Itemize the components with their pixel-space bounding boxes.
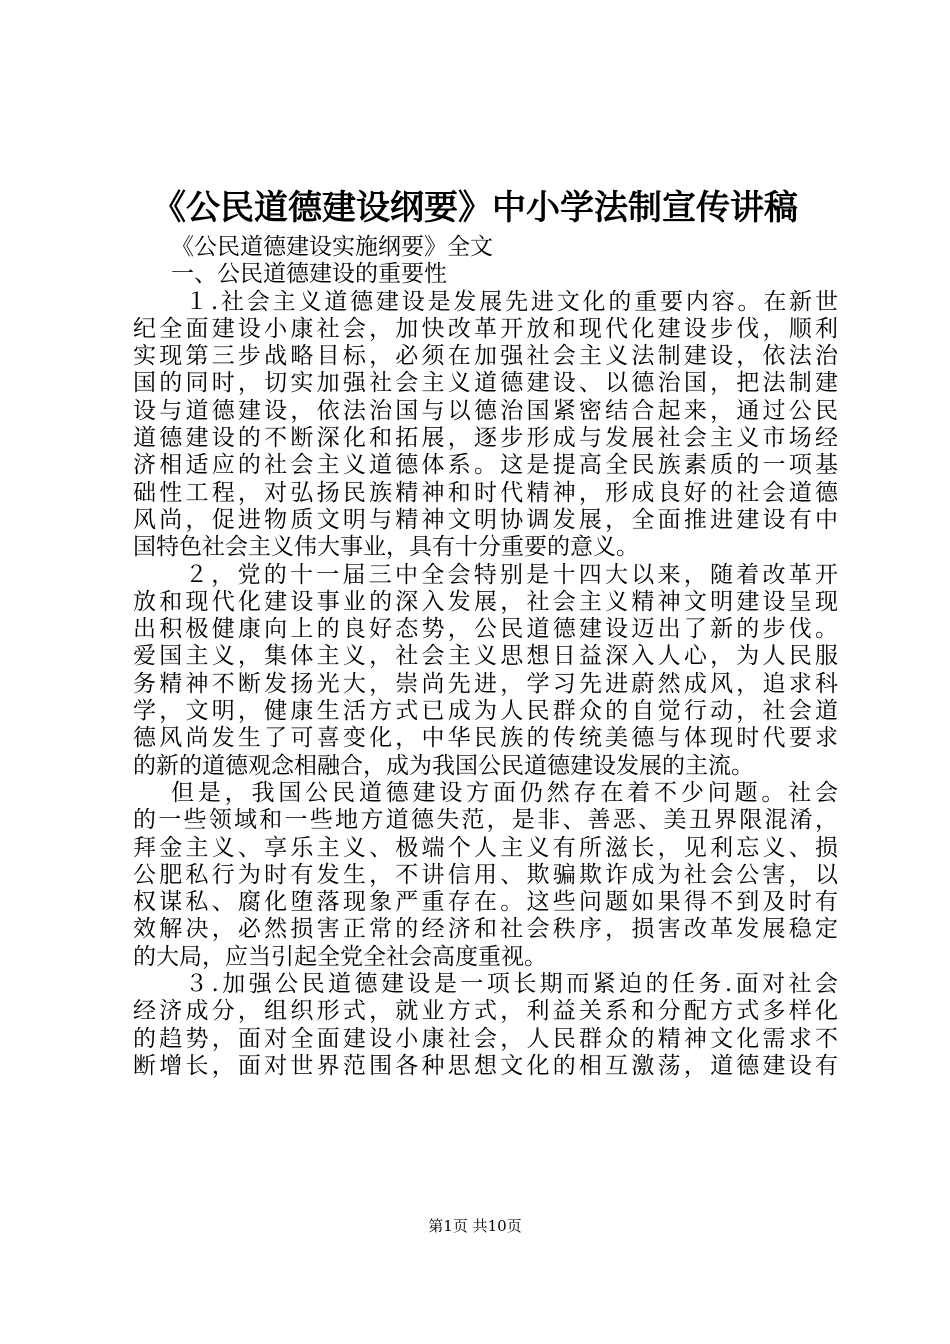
- body-line: 实现第三步战略目标，必须在加强社会主义法制建设，依法治: [133, 343, 838, 370]
- body-line: 但是，我国公民道德建设方面仍然存在着不少问题。社会: [171, 779, 838, 806]
- body-line: 的新的道德观念相融合，成为我国公民道德建设发展的主流。: [133, 752, 754, 779]
- body-line: ３.加强公民道德建设是一项长期而紧迫的任务.面对社会: [185, 971, 838, 998]
- body-line: 公肥私行为时有发生，不讲信用、欺骗欺诈成为社会公害，以: [133, 861, 838, 888]
- body-line: １.社会主义道德建设是发展先进文化的重要内容。在新世: [185, 288, 838, 315]
- body-line: 纪全面建设小康社会，加快改革开放和现代化建设步伐，顺利: [133, 315, 838, 342]
- body-line: 的趋势，面对全面建设小康社会，人民群众的精神文化需求不: [133, 1025, 838, 1052]
- page-footer: 第1页 共10页: [428, 1217, 522, 1235]
- body-line: 德风尚发生了可喜变化，中华民族的传统美德与体现时代要求: [133, 725, 838, 752]
- body-line: 的一些领域和一些地方道德失范，是非、善恶、美丑界限混淆，: [133, 807, 838, 834]
- body-line: 断增长，面对世界范围各种思想文化的相互激荡，道德建设有: [133, 1052, 838, 1079]
- body-line: ２，党的十一届三中全会特别是十四大以来，随着改革开: [185, 561, 838, 588]
- body-line: 务精神不断发扬光大，崇尚先进，学习先进蔚然成风，追求科: [133, 670, 838, 697]
- body-line: 爱国主义，集体主义，社会主义思想日益深入人心，为人民服: [133, 643, 838, 670]
- body-line: 济相适应的社会主义道德体系。这是提高全民族素质的一项基: [133, 452, 838, 479]
- body-line: 效解决，必然损害正常的经济和社会秩序，损害改革发展稳定: [133, 916, 838, 943]
- body-line: 权谋私、腐化堕落现象严重存在。这些问题如果得不到及时有: [133, 889, 838, 916]
- body-line: 出积极健康向上的良好态势，公民道德建设迈出了新的步伐。: [133, 616, 838, 643]
- body-line: 国特色社会主义伟大事业，具有十分重要的意义。: [133, 534, 639, 561]
- body-line: 道德建设的不断深化和拓展，逐步形成与发展社会主义市场经: [133, 425, 838, 452]
- body-line: 经济成分，组织形式，就业方式，利益关系和分配方式多样化: [133, 998, 838, 1025]
- body-line: 国的同时，切实加强社会主义道德建设、以德治国，把法制建: [133, 370, 838, 397]
- body-line: 的大局，应当引起全党全社会高度重视。: [133, 943, 547, 970]
- document-title: 《公民道德建设纲要》中小学法制宣传讲稿: [152, 188, 798, 228]
- body-line: 拜金主义、享乐主义、极端个人主义有所滋长，见利忘义、损: [133, 834, 838, 861]
- body-line: 放和现代化建设事业的深入发展，社会主义精神文明建设呈现: [133, 588, 838, 615]
- body-line: 础性工程，对弘扬民族精神和时代精神，形成良好的社会道德: [133, 479, 838, 506]
- body-line: 一、公民道德建设的重要性: [171, 261, 447, 288]
- body-line: 风尚，促进物质文明与精神文明协调发展，全面推进建设有中: [133, 506, 838, 533]
- body-line: 《公民道德建设实施纲要》全文: [171, 234, 493, 260]
- body-line: 学，文明，健康生活方式已成为人民群众的自觉行动，社会道: [133, 698, 838, 725]
- document-body: [133, 234, 838, 1080]
- body-line: 设与道德建设，依法治国与以德治国紧密结合起来，通过公民: [133, 397, 838, 424]
